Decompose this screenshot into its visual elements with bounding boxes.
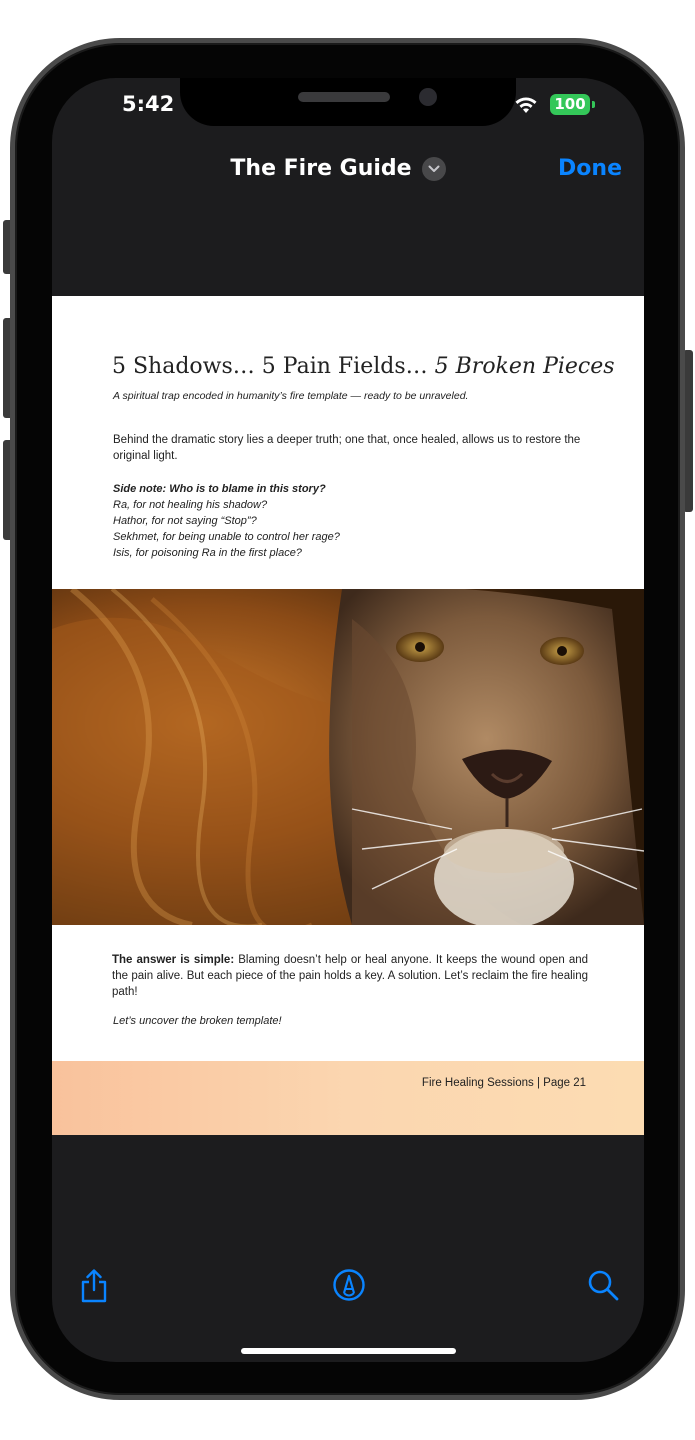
page-heading — [112, 354, 615, 379]
document-title: The Fire Guide — [230, 156, 412, 181]
front-camera — [419, 88, 437, 106]
wifi-icon — [514, 96, 538, 114]
markup-icon[interactable] — [332, 1268, 366, 1307]
lion-illustration — [52, 589, 644, 925]
page-heading-part-2: 5 Broken Pieces — [434, 354, 615, 379]
answer-paragraph — [112, 952, 588, 1000]
side-note-heading: Side note: Who is to blame in this story? — [113, 483, 326, 495]
battery-tip — [592, 101, 595, 108]
answer-body: Blaming doesn’t help or heal anyone. It keeps the wound open and the pain alive. But each piece of the pain holds a key. A solution. Let’s reclaim the fire healing path! — [112, 954, 589, 998]
home-indicator[interactable] — [241, 1348, 456, 1354]
done-button[interactable]: Done — [558, 156, 622, 181]
page-footer — [52, 1061, 644, 1135]
closing-line: Let’s uncover the broken template! — [113, 1015, 282, 1027]
share-icon[interactable] — [78, 1268, 110, 1309]
side-note-line: Hathor, for not saying “Stop”? — [113, 515, 257, 527]
side-note — [113, 481, 589, 561]
nav-title-bar — [52, 156, 644, 181]
chevron-down-icon[interactable] — [422, 157, 446, 181]
side-note-line: Isis, for poisoning Ra in the first place? — [113, 547, 302, 559]
search-icon[interactable] — [586, 1268, 620, 1307]
phone-screen — [52, 78, 644, 1362]
document-title-menu[interactable] — [230, 156, 445, 181]
answer-lead: The answer is simple: — [112, 954, 235, 966]
page-heading-part-1: 5 Shadows… 5 Pain Fields… — [112, 354, 435, 379]
side-note-line: Ra, for not healing his shadow? — [113, 499, 268, 511]
speaker — [298, 92, 390, 102]
side-note-line: Sekhmet, for being unable to control her rage? — [113, 531, 340, 543]
intro-paragraph: Behind the dramatic story lies a deeper truth; one that, once healed, allows us to restore the original light. — [113, 434, 581, 462]
battery-indicator: 100 — [550, 94, 590, 115]
document-page[interactable] — [52, 296, 644, 1135]
status-time: 5:42 — [122, 92, 175, 116]
page-subtitle: A spiritual trap encoded in humanity’s fire template — ready to be unraveled. — [113, 390, 469, 402]
notch — [180, 78, 516, 126]
lion-photo — [52, 589, 644, 925]
page-footer-text: Fire Healing Sessions | Page 21 — [421, 1077, 586, 1089]
